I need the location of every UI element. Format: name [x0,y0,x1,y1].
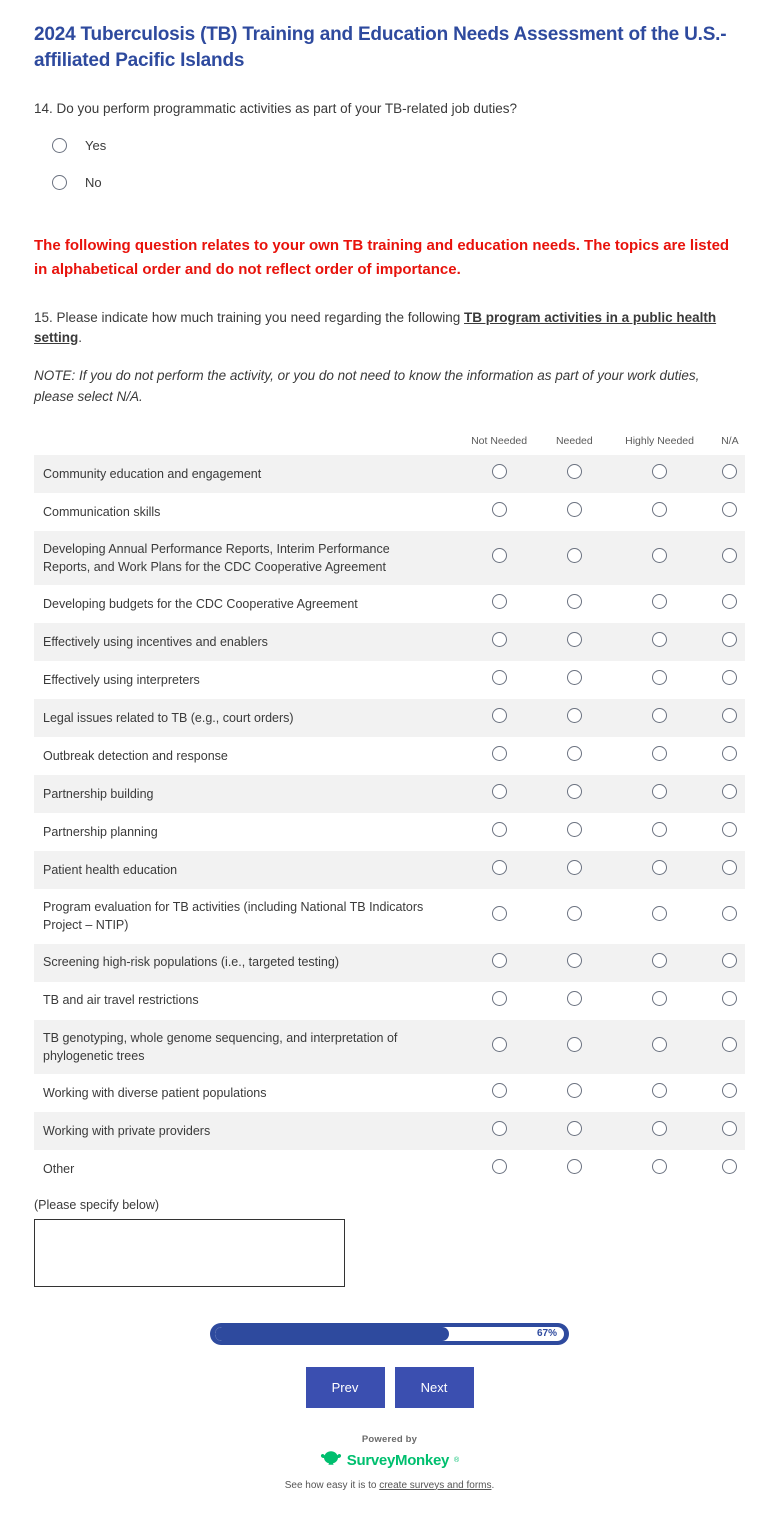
matrix-radio-cell[interactable] [454,813,544,851]
radio-icon[interactable] [652,464,667,479]
next-button[interactable]: Next [395,1367,474,1408]
matrix-radio-cell[interactable] [544,982,604,1020]
radio-icon[interactable] [567,784,582,799]
table-row [34,1074,745,1112]
matrix-radio-cell[interactable] [715,851,745,889]
matrix-row-label: TB and air travel restrictions [43,993,199,1008]
matrix-radio-cell[interactable] [454,889,544,943]
radio-icon[interactable] [492,953,507,968]
matrix-radio-cell[interactable] [544,699,604,737]
matrix-radio-cell[interactable] [454,699,544,737]
radio-icon[interactable] [492,502,507,517]
matrix-row-label: Community education and engagement [34,455,454,493]
matrix-radio-cell[interactable] [604,493,714,531]
matrix-radio-cell[interactable] [715,813,745,851]
matrix-radio-cell[interactable] [544,623,604,661]
matrix-radio-cell[interactable] [604,1112,714,1150]
progress-track [215,1327,564,1341]
matrix-radio-cell[interactable] [544,889,604,943]
matrix-radio-cell[interactable] [604,944,714,982]
radio-icon[interactable] [492,708,507,723]
radio-icon[interactable] [722,991,737,1006]
matrix-radio-cell[interactable] [715,623,745,661]
radio-icon[interactable] [722,1083,737,1098]
radio-icon[interactable] [492,746,507,761]
radio-icon[interactable] [567,502,582,517]
matrix-radio-cell[interactable] [454,851,544,889]
radio-icon[interactable] [567,1159,582,1174]
table-row [34,1112,745,1150]
radio-icon[interactable] [52,175,67,190]
question-15-prefix: 15. Please indicate how much training you need regarding the following [34,309,465,325]
matrix-radio-cell[interactable] [604,661,714,699]
powered-by-label: Powered by [361,1433,418,1445]
radio-icon[interactable] [652,991,667,1006]
page-title: 2024 Tuberculosis (TB) Training and Education Needs Assessment of the U.S.-affiliated Pacific Islands [34,24,727,71]
radio-icon[interactable] [492,1083,507,1098]
table-row [34,661,745,699]
matrix-row-label: Effectively using interpreters [43,673,200,688]
surveymonkey-logo[interactable] [34,1450,745,1471]
radio-icon[interactable] [567,746,582,761]
radio-icon[interactable] [652,784,667,799]
radio-icon[interactable] [492,860,507,875]
radio-icon[interactable] [722,746,737,761]
matrix-body [34,455,745,1188]
question-15-note: NOTE: If you do not perform the activity, or you do not need to know the information as part of your work duties, please select N/A. [34,368,700,404]
radio-icon[interactable] [722,953,737,968]
radio-icon[interactable] [722,670,737,685]
matrix-radio-cell[interactable] [715,982,745,1020]
matrix-row-label: Screening high-risk populations (i.e., targeted testing) [34,944,454,982]
question-15-text [34,308,745,349]
matrix-radio-cell[interactable] [715,775,745,813]
radio-icon[interactable] [652,860,667,875]
radio-icon[interactable] [652,1159,667,1174]
radio-icon[interactable] [492,670,507,685]
matrix-radio-cell[interactable] [544,944,604,982]
radio-icon[interactable] [722,464,737,479]
matrix-radio-cell[interactable] [454,775,544,813]
radio-icon[interactable] [492,991,507,1006]
question-14-choices [52,138,745,190]
radio-icon[interactable] [652,502,667,517]
question-14 [34,99,745,189]
matrix-radio-cell[interactable] [604,982,714,1020]
matrix-radio-cell[interactable] [544,737,604,775]
radio-icon[interactable] [492,1121,507,1136]
radio-icon[interactable] [722,1121,737,1136]
radio-icon[interactable] [567,822,582,837]
radio-icon[interactable] [567,670,582,685]
matrix-radio-cell[interactable] [544,661,604,699]
matrix-radio-cell[interactable] [454,623,544,661]
matrix-radio-cell[interactable] [715,1074,745,1112]
matrix-radio-cell[interactable] [544,1020,604,1074]
radio-icon[interactable] [492,548,507,563]
radio-icon[interactable] [492,906,507,921]
prev-button[interactable]: Prev [306,1367,385,1408]
matrix-radio-cell[interactable] [604,699,714,737]
matrix-radio-cell[interactable] [604,813,714,851]
surveymonkey-wordmark: SurveyMonkey [346,1451,450,1469]
radio-icon[interactable] [652,953,667,968]
matrix-radio-cell[interactable] [454,1020,544,1074]
radio-icon[interactable] [567,594,582,609]
matrix-header-blank [34,434,454,455]
matrix-radio-cell[interactable] [604,1020,714,1074]
radio-icon[interactable] [652,1037,667,1052]
matrix-row-label: Other [43,1161,75,1176]
matrix-radio-cell[interactable] [604,737,714,775]
radio-icon[interactable] [492,1037,507,1052]
radio-icon[interactable] [567,860,582,875]
radio-icon[interactable] [492,464,507,479]
matrix-radio-cell[interactable] [454,737,544,775]
matrix-row-label: Working with private providers [34,1112,454,1150]
matrix-radio-cell[interactable] [715,585,745,623]
radio-icon[interactable] [492,632,507,647]
radio-icon[interactable] [652,1083,667,1098]
matrix-radio-cell[interactable] [454,531,544,585]
radio-icon[interactable] [722,708,737,723]
radio-icon[interactable] [652,708,667,723]
matrix-radio-cell[interactable] [604,851,714,889]
radio-icon[interactable] [722,594,737,609]
matrix-header-not-needed: Not Needed [471,434,528,447]
radio-icon[interactable] [652,670,667,685]
choice-no[interactable] [52,175,745,190]
table-row [34,623,745,661]
table-row [34,813,745,851]
table-row [34,493,745,531]
matrix-header [34,434,745,455]
table-row [34,889,745,943]
matrix-row-label: Effectively using incentives and enablers [34,623,454,661]
matrix-radio-cell[interactable] [715,1112,745,1150]
matrix-radio-cell[interactable] [604,889,714,943]
matrix-header-highly-needed: Highly Needed [625,434,694,447]
radio-icon[interactable] [652,746,667,761]
matrix-radio-cell[interactable] [454,493,544,531]
matrix-radio-cell[interactable] [454,1074,544,1112]
radio-icon[interactable] [567,953,582,968]
matrix-radio-cell[interactable] [715,889,745,943]
matrix-row-label: Patient health education [34,851,454,889]
specify-label: (Please specify below) [34,1197,160,1212]
matrix-radio-cell[interactable] [604,531,714,585]
radio-icon[interactable] [652,548,667,563]
radio-icon[interactable] [722,1037,737,1052]
matrix-header-na: N/A [721,434,739,447]
matrix-radio-cell[interactable] [454,585,544,623]
matrix-radio-cell[interactable] [715,1150,745,1188]
progress-fill [215,1327,449,1341]
matrix-radio-cell[interactable] [544,493,604,531]
matrix-radio-cell[interactable] [604,775,714,813]
matrix-radio-cell[interactable] [454,982,544,1020]
training-needs-matrix [34,434,745,1188]
radio-icon[interactable] [567,548,582,563]
table-row [34,455,745,493]
radio-icon[interactable] [492,784,507,799]
question-15-emphasis: TB program activities in a public health setting [34,309,717,345]
matrix-row-label: Partnership planning [43,825,158,840]
trademark-symbol: ® [454,1456,460,1464]
table-row [34,775,745,813]
table-row [34,944,745,982]
radio-icon[interactable] [492,594,507,609]
see-how-prefix: See how easy it is to [284,1479,380,1491]
see-how-suffix: . [491,1479,495,1491]
table-row [34,531,745,585]
matrix-radio-cell[interactable] [454,1150,544,1188]
matrix-radio-cell[interactable] [715,493,745,531]
radio-icon[interactable] [567,1037,582,1052]
radio-icon[interactable] [567,1083,582,1098]
matrix-row-label: Developing Annual Performance Reports, Interim Performance Reports, and Work Plans for the CDC Cooperative Agreement [34,531,454,585]
matrix-row-label: Developing budgets for the CDC Cooperative Agreement [43,597,358,612]
table-row [34,737,745,775]
table-row [34,1150,745,1188]
radio-icon[interactable] [722,784,737,799]
matrix-radio-cell[interactable] [544,1150,604,1188]
radio-icon[interactable] [722,502,737,517]
matrix-radio-cell[interactable] [454,661,544,699]
matrix-radio-cell[interactable] [454,455,544,493]
radio-icon[interactable] [492,1159,507,1174]
matrix-radio-cell[interactable] [715,944,745,982]
matrix-radio-cell[interactable] [715,661,745,699]
radio-icon[interactable] [492,822,507,837]
create-surveys-link[interactable]: create surveys and forms [379,1479,492,1491]
matrix-row-label: Outbreak detection and response [43,749,228,764]
matrix-radio-cell[interactable] [604,623,714,661]
radio-icon[interactable] [652,822,667,837]
matrix-row-label: Legal issues related to TB (e.g., court orders) [34,699,454,737]
matrix-row-label: Communication skills [43,504,161,519]
question-14-text: 14. Do you perform programmatic activities as part of your TB-related job duties? [34,101,517,117]
emphasis-note: The following question relates to your own TB training and education needs. The topics are listed in alphabetical order and do not reflect order of importance. [34,236,730,278]
matrix-radio-cell[interactable] [715,455,745,493]
table-row [34,851,745,889]
radio-icon[interactable] [567,906,582,921]
radio-icon[interactable] [652,1121,667,1136]
matrix-radio-cell[interactable] [715,737,745,775]
footer [34,1434,745,1513]
matrix-radio-cell[interactable] [604,1074,714,1112]
matrix-radio-cell[interactable] [544,585,604,623]
radio-icon[interactable] [652,906,667,921]
matrix-radio-cell[interactable] [544,1112,604,1150]
radio-icon[interactable] [567,1121,582,1136]
question-15-suffix: . [78,329,83,345]
matrix-row-label: Working with diverse patient populations [43,1085,267,1100]
radio-icon[interactable] [722,1159,737,1174]
matrix-radio-cell[interactable] [544,775,604,813]
matrix-row-label: TB genotyping, whole genome sequencing, and interpretation of phylogenetic trees [34,1020,454,1074]
table-row [34,585,745,623]
matrix-radio-cell[interactable] [544,851,604,889]
matrix-radio-cell[interactable] [604,585,714,623]
choice-label: Yes [85,137,107,153]
choice-label: No [85,174,102,190]
radio-icon[interactable] [567,464,582,479]
radio-icon[interactable] [722,632,737,647]
radio-icon[interactable] [652,594,667,609]
matrix-radio-cell[interactable] [544,531,604,585]
radio-icon[interactable] [722,906,737,921]
table-row [34,1020,745,1074]
matrix-header-needed: Needed [555,434,593,447]
radio-icon[interactable] [52,138,67,153]
question-15 [34,308,745,1287]
matrix-radio-cell[interactable] [454,1112,544,1150]
matrix-radio-cell[interactable] [604,455,714,493]
matrix-radio-cell[interactable] [715,1020,745,1074]
monkey-icon [320,1450,342,1471]
radio-icon[interactable] [722,548,737,563]
radio-icon[interactable] [652,632,667,647]
matrix-row-label: Partnership building [34,775,454,813]
table-row [34,982,745,1020]
matrix-radio-cell[interactable] [544,1074,604,1112]
navigation-buttons [34,1367,745,1408]
choice-yes[interactable] [52,138,745,153]
other-specify-textarea[interactable] [34,1219,345,1287]
matrix-radio-cell[interactable] [715,531,745,585]
radio-icon[interactable] [722,860,737,875]
radio-icon[interactable] [567,991,582,1006]
progress-bar [210,1323,569,1345]
matrix-row-label: Program evaluation for TB activities (including National TB Indicators Project – NTIP) [43,900,424,933]
matrix-radio-cell[interactable] [604,1150,714,1188]
progress-percent-label: 67% [536,1327,557,1339]
matrix-radio-cell[interactable] [544,813,604,851]
matrix-radio-cell[interactable] [454,944,544,982]
radio-icon[interactable] [722,822,737,837]
radio-icon[interactable] [567,632,582,647]
matrix-radio-cell[interactable] [544,455,604,493]
see-how-text [34,1480,745,1491]
table-row [34,699,745,737]
matrix-radio-cell[interactable] [715,699,745,737]
radio-icon[interactable] [567,708,582,723]
